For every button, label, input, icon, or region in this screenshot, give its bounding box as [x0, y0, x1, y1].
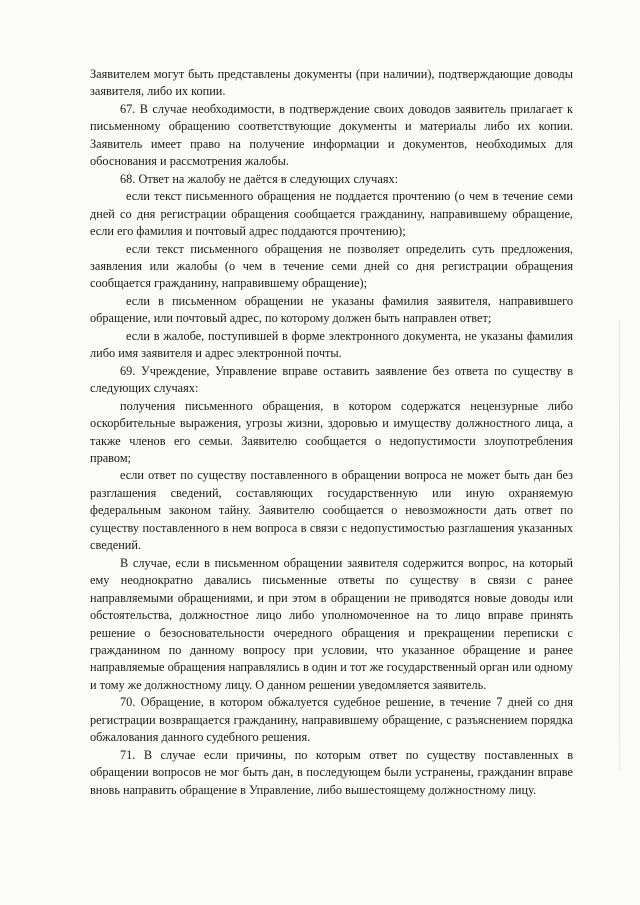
- paragraph-71: 71. В случае если причины, по которым ответ по существу поставленных в обращении вопросов не мог быть дан, в последующем были устранены, гражданин вправе вновь направить обращение в Управление, либо вышестоящему должностному лицу.: [90, 747, 573, 797]
- paragraph-attached-documents: Заявителем могут быть представлены документы (при наличии), подтверждающие доводы заявителя, либо их копии.: [90, 67, 573, 99]
- paragraph-repeated-appeal: В случае, если в письменном обращении заявителя содержится вопрос, на который ему неоднократно давались письменные ответы по существу в связи с ранее направляемыми обращениями, и при этом в обращении не приводятся новые доводы или обстоятельства, должностное лицо либо уполномоченное на то лицо вправе принять решение о безосновательности очередного обращения и прекращении переписки с гражданином по данному вопросу при условии, что указанное обращение и ранее направляемые обращения направлялись в один и тот же государственный орган или одному и тому же должностному лицу. О данном решении уведомляется заявитель.: [90, 555, 573, 692]
- paragraph-68-case-unreadable: если текст письменного обращения не поддается прочтению (о чем в течение семи дней со дня регистрации обращения сообщается гражданину, направившему обращение, если его фамилия и почтовый адрес поддаются прочтению);: [90, 189, 573, 239]
- paragraph-69-case-secret: если ответ по существу поставленного в обращении вопроса не может быть дан без разглашения сведений, составляющих государственную или иную охраняемую федеральным законом тайну. Заявителю сообщается о невозможности дать ответ по существу поставленного в нем вопроса в связи с недопустимостью разглашения указанных сведений.: [90, 468, 573, 553]
- paragraph-67: 67. В случае необходимости, в подтверждение своих доводов заявитель прилагает к письменному обращению соответствующие документы и материалы либо их копии. Заявитель имеет право на получение информации и документов, необходимых для обоснования и рассмотрения жалобы.: [90, 101, 573, 169]
- paragraph-69-case-offensive: получения письменного обращения, в котором содержатся нецензурные либо оскорбительные выражения, угрозы жизни, здоровью и имуществу должностного лица, а также членов его семьи. Заявителю сообщается о недопустимости злоупотребления правом;: [90, 398, 573, 465]
- scan-edge-shadow: [619, 320, 620, 770]
- paragraph-68-case-electronic: если в жалобе, поступившей в форме электронного документа, не указаны фамилия либо имя заявителя и адрес электронной почты.: [90, 328, 573, 361]
- paragraph-68: 68. Ответ на жалобу не даётся в следующих случаях:: [120, 171, 399, 186]
- paragraph-69: 69. Учреждение, Управление вправе оставить заявление без ответа по существу в следующих случаях:: [90, 363, 573, 396]
- paragraph-68-case-unclear: если текст письменного обращения не позволяет определить суть предложения, заявления или жалобы (о чем в течение семи дней со дня регистрации обращения сообщается гражданину, направившему обращение);: [90, 241, 573, 291]
- document-body: [90, 66, 573, 799]
- paragraph-70: 70. Обращение, в котором обжалуется судебное решение, в течение 7 дней со дня регистрации возвращается гражданину, направившему обращение, с разъяснением порядка обжалования данного судебного решения.: [90, 695, 573, 745]
- paragraph-68-case-no-name: если в письменном обращении не указаны фамилия заявителя, направившего обращение, или почтовый адрес, по которому должен быть направлен ответ;: [90, 293, 573, 326]
